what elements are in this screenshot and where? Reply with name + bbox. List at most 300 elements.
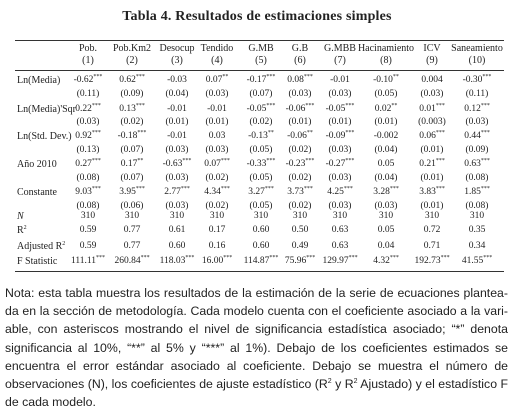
significance-stars: **: [306, 130, 313, 136]
column-header-name: Saneamiento: [451, 43, 503, 54]
standard-error-cell: (0.03): [165, 201, 189, 211]
significance-stars: ***: [91, 158, 101, 164]
standard-error-cell: (0.01): [205, 117, 229, 127]
significance-stars: ***: [348, 255, 358, 261]
row-label: Ln(Media)'Sqr: [17, 104, 77, 115]
significance-stars: ***: [266, 103, 276, 109]
column-header-number: (1): [82, 55, 94, 66]
coefficient-cell: [194, 159, 240, 169]
coefficient-cell: [109, 75, 155, 85]
coefficient-cell: [317, 104, 363, 114]
significance-stars: ***: [435, 186, 445, 192]
coefficient-value: 0.21: [419, 159, 436, 169]
significance-stars: ***: [345, 103, 355, 109]
stat-cell: [363, 211, 409, 221]
column-header-number: (9): [426, 55, 438, 66]
coefficient-value: 0.02: [374, 104, 392, 114]
stat-cell: [454, 211, 500, 221]
stat-label: [17, 225, 27, 236]
table-note: [5, 284, 508, 411]
standard-error-cell: (0.03): [328, 173, 352, 183]
column-header-name: Pob.: [78, 43, 98, 54]
column-header-number: (3): [171, 55, 183, 66]
coefficient-cell: [194, 75, 240, 85]
coefficient-cell: [454, 187, 500, 197]
stat-cell: [194, 211, 240, 221]
stat-value: 16.00: [201, 256, 224, 266]
significance-stars: ***: [435, 158, 445, 164]
stat-cell: [363, 256, 409, 266]
coefficient-cell: [454, 75, 500, 85]
coefficient-value: 4.34: [204, 187, 221, 197]
coefficient-value: 3.27: [248, 187, 265, 197]
significance-stars: ***: [483, 255, 493, 261]
coefficient-cell: [409, 131, 455, 141]
stat-value: 310: [209, 211, 225, 221]
stat-cell: [65, 225, 111, 235]
stat-value: 41.55: [461, 256, 484, 266]
stat-value: 114.87: [243, 256, 270, 266]
standard-error-cell: (0.01): [288, 117, 312, 127]
stat-value: 0.63: [331, 241, 349, 251]
column-header-name: ICV: [423, 43, 441, 54]
column-header-number: (2): [126, 55, 138, 66]
standard-error-cell: (0.03): [328, 89, 352, 99]
standard-error-cell: (0.08): [465, 173, 489, 183]
coefficient-cell: [194, 187, 240, 197]
significance-stars: ***: [435, 130, 445, 136]
coefficient-value: 3.83: [419, 187, 436, 197]
coefficient-value: 1.85: [464, 187, 481, 197]
coefficient-cell: [109, 104, 155, 114]
coefficient-cell: [454, 104, 500, 114]
coefficient-cell: [454, 159, 500, 169]
standard-error-cell: (0.11): [465, 89, 489, 99]
coefficient-value: -0.09: [325, 131, 346, 141]
standard-error-cell: (0.04): [374, 173, 398, 183]
stat-cell: [454, 225, 500, 235]
stat-value: 4.32: [373, 256, 390, 266]
standard-error-cell: (0.05): [249, 201, 273, 211]
coefficient-value: -0.10: [373, 75, 393, 85]
column-header-name: G.MBB: [324, 43, 356, 54]
column-header-name: Hacinamiento: [357, 43, 415, 54]
stat-value: 0.05: [377, 225, 395, 235]
coefficient-cell: [317, 159, 363, 169]
standard-error-cell: (0.02): [249, 117, 273, 127]
column-header-name: Desocup: [159, 43, 195, 54]
coefficient-value: 0.07: [205, 75, 223, 85]
coefficient-value: 0.22: [75, 104, 92, 114]
standard-error-cell: (0.01): [165, 117, 189, 127]
coefficient-cell: [363, 131, 409, 141]
stat-cell: [409, 256, 455, 266]
coefficient-value: 0.62: [119, 75, 136, 85]
significance-stars: ***: [269, 255, 279, 261]
stat-value: 310: [169, 211, 185, 221]
stat-cell: [317, 225, 363, 235]
coefficient-cell: [65, 187, 111, 197]
stat-cell: [194, 225, 240, 235]
coefficient-cell: [317, 187, 363, 197]
coefficient-value: -0.30: [462, 75, 483, 85]
significance-stars: ***: [91, 130, 101, 136]
significance-stars: ***: [223, 255, 233, 261]
significance-stars: **: [267, 130, 274, 136]
significance-stars: ***: [440, 255, 450, 261]
coefficient-cell: [65, 159, 111, 169]
coefficient-cell: [454, 131, 500, 141]
coefficient-value: 4.25: [327, 187, 344, 197]
stat-cell: [65, 211, 111, 221]
coefficient-cell: [109, 187, 155, 197]
coefficient-value: -0.63: [162, 159, 183, 169]
significance-stars: ***: [303, 186, 313, 192]
stat-value: 260.84: [114, 256, 141, 266]
stat-value: 310: [378, 211, 394, 221]
coefficient-value: -0.62: [73, 75, 94, 85]
significance-stars: ***: [182, 158, 192, 164]
stat-value: 75.96: [284, 256, 307, 266]
standard-error-cell: (0.07): [120, 145, 144, 155]
standard-error-cell: (0.03): [165, 145, 189, 155]
coefficient-value: -0.17: [246, 75, 267, 85]
coefficient-cell: [363, 187, 409, 197]
significance-stars: ***: [93, 74, 103, 80]
coefficient-cell: [409, 187, 455, 197]
stat-cell: [454, 256, 500, 266]
coefficient-value: -0.18: [117, 131, 138, 141]
standard-error-cell: (0.08): [76, 201, 100, 211]
stat-cell: [363, 225, 409, 235]
note-line: Nota: esta tabla muestra los resultados de la estimación de la serie de ecuaciones plantea-: [5, 286, 508, 300]
coefficient-value: 0.13: [119, 104, 136, 114]
stat-cell: [363, 241, 409, 251]
standard-error-cell: (0.04): [165, 89, 189, 99]
row-label: Ln(Media): [17, 75, 61, 86]
standard-error-cell: (0.03): [288, 89, 312, 99]
standard-error-cell: (0.05): [249, 145, 273, 155]
coefficient-value: -0.05: [246, 104, 267, 114]
stat-label-text: F Statistic: [17, 256, 58, 267]
column-header-name: G.B: [291, 43, 309, 54]
stat-value: 0.34: [468, 241, 486, 251]
note-superscript: 2: [353, 378, 358, 386]
coefficient-cell: [363, 159, 409, 169]
note-line: observaciones (N), los coeficientes de ajuste estadístico (R: [5, 377, 328, 392]
standard-error-cell: (0.02): [288, 173, 312, 183]
standard-error-cell: (0.01): [420, 145, 444, 155]
significance-stars: ***: [480, 130, 490, 136]
coefficient-value: -0.13: [248, 131, 268, 141]
significance-stars: ***: [266, 158, 276, 164]
stat-cell: [409, 241, 455, 251]
stat-cell: [317, 211, 363, 221]
stat-value: 310: [469, 211, 485, 221]
coefficient-value: 9.03: [75, 187, 92, 197]
standard-error-cell: (0.03): [420, 89, 444, 99]
coefficient-value: 3.28: [373, 187, 390, 197]
coefficient-cell: [409, 104, 455, 114]
coefficient-value: 0.12: [464, 104, 481, 114]
coefficient-cell: [109, 159, 155, 169]
standard-error-cell: (0.01): [420, 201, 444, 211]
stat-label-text: Adjusted R: [17, 241, 63, 252]
column-header-name: Pob.Km2: [112, 43, 152, 54]
column-header-number: (5): [255, 55, 267, 66]
significance-stars: ***: [306, 255, 316, 261]
note-line: F de cada modelo.: [5, 377, 508, 410]
column-header-name: G.MB: [248, 43, 274, 54]
stat-cell: [65, 256, 111, 266]
coefficient-value: -0.03: [167, 75, 187, 85]
stat-value: 0.04: [377, 241, 395, 251]
stat-value: 0.59: [79, 241, 97, 251]
coefficient-value: 0.27: [75, 159, 92, 169]
significance-stars: ***: [303, 74, 313, 80]
stat-value: 0.77: [123, 225, 141, 235]
standard-error-cell: (0.04): [374, 145, 398, 155]
significance-stars: ***: [389, 255, 399, 261]
stat-value: 0.17: [208, 225, 226, 235]
significance-stars: ***: [305, 158, 315, 164]
coefficient-cell: [363, 75, 409, 85]
stat-cell: [109, 256, 155, 266]
standard-error-cell: (0.08): [76, 173, 100, 183]
coefficient-value: 0.08: [287, 75, 304, 85]
stat-cell: [109, 211, 155, 221]
standard-error-cell: (0.05): [249, 173, 273, 183]
coefficient-value: 0.44: [464, 131, 481, 141]
column-header-number: (8): [380, 55, 392, 66]
significance-stars: **: [222, 74, 229, 80]
column-header: [447, 43, 507, 67]
note-line: se encuentra el error estándar asociado al coeficiente. Debajo se muestra el número de: [5, 340, 508, 373]
stat-value: 310: [124, 211, 140, 221]
standard-error-cell: (0.02): [120, 117, 144, 127]
stat-value: 0.49: [291, 241, 309, 251]
column-header-number: (4): [211, 55, 223, 66]
significance-stars: ***: [91, 186, 101, 192]
coefficient-value: 0.03: [208, 131, 226, 141]
coefficient-value: 0.004: [421, 75, 443, 85]
stat-value: 310: [424, 211, 440, 221]
table-header-rule: [15, 70, 504, 71]
coefficient-value: -0.23: [285, 159, 306, 169]
stat-value: 118.03: [159, 256, 186, 266]
stat-value: 0.60: [168, 241, 186, 251]
stat-label: [17, 256, 57, 267]
stat-value: 0.59: [79, 225, 97, 235]
significance-stars: ***: [343, 186, 353, 192]
coefficient-value: 0.07: [204, 159, 221, 169]
standard-error-cell: (0.05): [374, 89, 398, 99]
stat-value: 0.60: [252, 225, 270, 235]
standard-error-cell: (0.02): [205, 173, 229, 183]
coefficient-value: 2.77: [164, 187, 181, 197]
standard-error-cell: (0.003): [418, 117, 446, 127]
coefficient-value: 3.73: [287, 187, 304, 197]
standard-error-cell: (0.02): [288, 201, 312, 211]
stat-cell: [194, 256, 240, 266]
column-header-name: Tendido: [200, 43, 234, 54]
significance-stars: **: [392, 74, 399, 80]
significance-stars: ***: [264, 186, 274, 192]
stat-cell: [409, 211, 455, 221]
stat-cell: [454, 241, 500, 251]
stat-value: 310: [332, 211, 348, 221]
coefficient-cell: [409, 159, 455, 169]
significance-stars: ***: [345, 130, 355, 136]
stat-value: 129.97: [322, 256, 349, 266]
standard-error-cell: (0.13): [76, 145, 100, 155]
significance-stars: ***: [91, 103, 101, 109]
coefficient-cell: [65, 75, 111, 85]
standard-error-cell: (0.01): [420, 173, 444, 183]
standard-error-cell: (0.03): [205, 89, 229, 99]
note-superscript: 2: [327, 378, 332, 386]
coefficient-cell: [109, 131, 155, 141]
standard-error-cell: (0.11): [76, 89, 100, 99]
stat-label: [17, 211, 24, 222]
coefficient-value: 3.95: [119, 187, 136, 197]
stat-value: 0.35: [468, 225, 486, 235]
stat-cell: [109, 225, 155, 235]
row-label: Año 2010: [17, 159, 57, 170]
standard-error-cell: (0.02): [205, 201, 229, 211]
significance-stars: ***: [345, 158, 355, 164]
standard-error-cell: (0.07): [249, 89, 273, 99]
coefficient-cell: [65, 104, 111, 114]
significance-stars: ***: [220, 186, 230, 192]
significance-stars: ***: [185, 255, 195, 261]
coefficient-value: -0.01: [207, 104, 227, 114]
stat-value: 111.11: [70, 256, 97, 266]
coefficient-cell: [409, 75, 455, 85]
significance-stars: ***: [140, 255, 150, 261]
note-line: able, con asteriscos mostrando el nivel de significancia estadística asociado; “*” denota: [5, 322, 508, 337]
significance-stars: ***: [135, 186, 145, 192]
significance-stars: ***: [137, 130, 147, 136]
standard-error-cell: (0.01): [374, 117, 398, 127]
standard-error-cell: (0.06): [120, 201, 144, 211]
stat-value: 0.61: [168, 225, 186, 235]
significance-stars: ***: [480, 186, 490, 192]
significance-stars: ***: [435, 103, 445, 109]
stat-label-text: N: [17, 211, 24, 222]
significance-stars: ***: [135, 103, 145, 109]
standard-error-cell: (0.09): [465, 145, 489, 155]
standard-error-cell: (0.03): [465, 117, 489, 127]
standard-error-cell: (0.09): [120, 89, 144, 99]
table-title: Tabla 4. Resultados de estimaciones simples: [122, 9, 392, 24]
significance-stars: ***: [135, 74, 145, 80]
coefficient-value: -0.06: [285, 104, 306, 114]
stat-cell: [65, 241, 111, 251]
stat-cell: [109, 241, 155, 251]
column-header-number: (7): [334, 55, 346, 66]
stat-cell: [409, 225, 455, 235]
stat-value: 0.63: [331, 225, 349, 235]
stat-label: [17, 241, 65, 252]
stat-value: 310: [292, 211, 308, 221]
stat-value: 0.72: [423, 225, 441, 235]
significance-stars: ***: [220, 158, 230, 164]
coefficient-value: -0.06: [287, 131, 307, 141]
stat-label-superscript: 2: [62, 241, 66, 247]
stat-value: 0.50: [291, 225, 309, 235]
standard-error-cell: (0.02): [288, 145, 312, 155]
standard-error-cell: (0.03): [165, 173, 189, 183]
coefficient-value: -0.05: [325, 104, 346, 114]
stat-cell: [317, 256, 363, 266]
coefficient-value: -0.01: [167, 131, 187, 141]
standard-error-cell: (0.07): [120, 173, 144, 183]
significance-stars: ***: [96, 255, 106, 261]
significance-stars: ***: [180, 186, 190, 192]
row-label: Constante: [17, 187, 57, 198]
stat-cell: [194, 241, 240, 251]
stat-label-text: R: [17, 225, 24, 236]
significance-stars: ***: [266, 74, 276, 80]
coefficient-value: 0.92: [75, 131, 92, 141]
significance-stars: ***: [305, 103, 315, 109]
coefficient-value: 0.01: [419, 104, 436, 114]
coefficient-cell: [194, 104, 240, 114]
coefficient-value: -0.27: [325, 159, 346, 169]
stat-cell: [317, 241, 363, 251]
significance-stars: **: [391, 103, 398, 109]
stat-value: 0.71: [423, 241, 441, 251]
standard-error-cell: (0.03): [328, 201, 352, 211]
coefficient-cell: [317, 131, 363, 141]
coefficient-value: 0.17: [120, 159, 138, 169]
standard-error-cell: (0.03): [76, 117, 100, 127]
significance-stars: **: [137, 158, 144, 164]
coefficient-value: 0.05: [377, 159, 395, 169]
note-line: significancia al 10%, “**” al 5% y “***” al 1%). Debajo de los coeficientes estimados: [5, 340, 490, 355]
stat-value: 310: [253, 211, 269, 221]
standard-error-cell: (0.03): [374, 201, 398, 211]
row-label: Ln(Std. Dev.): [17, 131, 72, 142]
coefficient-value: -0.01: [330, 75, 350, 85]
stat-value: 310: [80, 211, 96, 221]
significance-stars: ***: [482, 74, 492, 80]
standard-error-cell: (0.01): [328, 117, 352, 127]
coefficient-value: -0.002: [373, 131, 399, 141]
coefficient-cell: [194, 131, 240, 141]
coefficient-cell: [363, 104, 409, 114]
standard-error-cell: (0.03): [328, 145, 352, 155]
stat-value: 0.77: [123, 241, 141, 251]
column-header-number: (6): [294, 55, 306, 66]
coefficient-value: 0.63: [464, 159, 481, 169]
note-line: da en la sección de metodología. Cada modelo cuenta con el coeficiente asociado a la vari-: [5, 304, 508, 319]
note-line: y R: [331, 377, 354, 392]
coefficient-cell: [65, 131, 111, 141]
standard-error-cell: (0.08): [465, 201, 489, 211]
stat-value: 0.60: [252, 241, 270, 251]
coefficient-value: -0.33: [246, 159, 267, 169]
table-top-rule: [15, 40, 504, 41]
stat-label-superscript: 2: [23, 225, 27, 231]
coefficient-cell: [317, 75, 363, 85]
significance-stars: ***: [480, 158, 490, 164]
significance-stars: ***: [480, 103, 490, 109]
stat-value: 192.73: [414, 256, 441, 266]
stat-value: 0.16: [208, 241, 226, 251]
table-bottom-rule: [15, 271, 504, 272]
